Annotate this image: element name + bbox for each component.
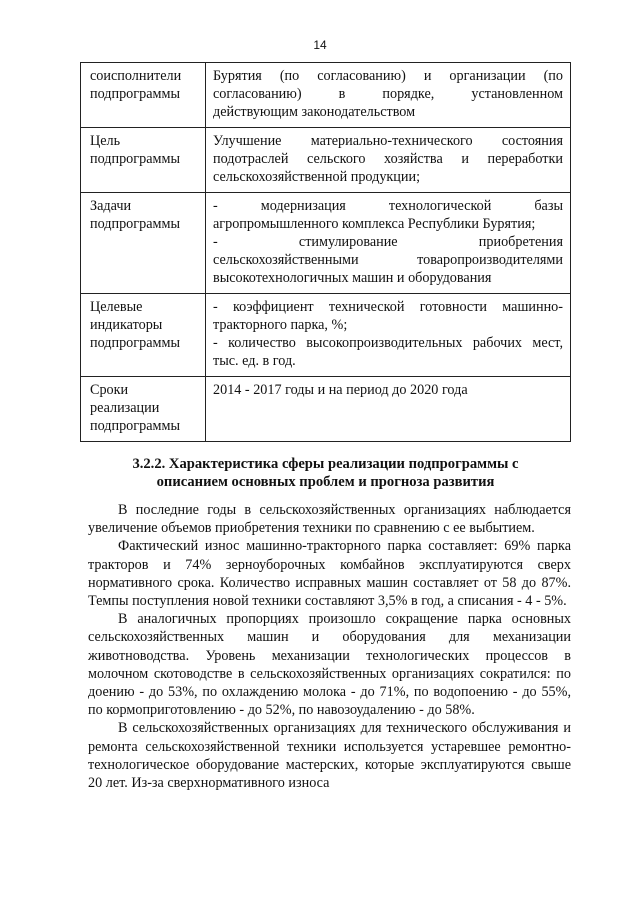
row-value-tasks: - модернизация технологической базы агропромышленного комплекса Республики Бурятия; - стимулирование приобретения сельскохозяйственными товаропроизводителями высокотехнологичных машин и оборудования	[206, 193, 571, 294]
row-label-indicators: Целевые индикаторы подпрограммы	[81, 294, 206, 377]
paragraph: В последние годы в сельскохозяйственных организациях наблюдается увеличение объемов приобретения техники по сравнению с ее выбытием.	[88, 502, 571, 537]
row-label-tasks: Задачи подпрограммы	[81, 193, 206, 294]
section-body	[88, 501, 571, 792]
row-label-coexecutors: соисполнители подпрограммы	[81, 63, 206, 128]
row-value-timeline: 2014 - 2017 годы и на период до 2020 года	[206, 377, 571, 442]
section-heading: 3.2.2. Характеристика сферы реализации подпрограммы с описанием основных проблем и прогноза развития	[132, 456, 519, 490]
row-value-goal: Улучшение материально-технического состояния подотраслей сельского хозяйства и переработки сельскохозяйственной продукции;	[206, 128, 571, 193]
row-value-indicators: - коэффициент технической готовности машинно- тракторного парка, %; - количество высокопроизводительных рабочих мест, тыс. ед. в год.	[206, 294, 571, 377]
table-row	[81, 377, 571, 442]
row-value-coexecutors: Бурятия (по согласованию) и организации (по согласованию) в порядке, установленном действующим законодательством	[206, 63, 571, 128]
table-row	[81, 63, 571, 128]
page-number: 14	[313, 38, 327, 52]
paragraph: В аналогичных пропорциях произошло сокращение парка основных сельскохозяйственных машин и оборудования для механизации животноводства. Уровень механизации технологических процессов в молочном скотоводстве в сельскохозяйственных организациях сократился: по доению - до 53%, по охлаждению молока - до 71%, по водопоению - до 55%, по кормоприготовлению - до 52%, по навозоудалению - до 58%.	[88, 611, 571, 719]
subprogram-passport-table	[80, 62, 571, 442]
table-row	[81, 193, 571, 294]
row-label-goal: Цель подпрограммы	[81, 128, 206, 193]
table-row	[81, 128, 571, 193]
table-row	[81, 294, 571, 377]
paragraph: Фактический износ машинно-тракторного парка составляет: 69% парка тракторов и 74% зерноуборочных комбайнов эксплуатируются сверх нормативного срока. Количество исправных машин составляет от 58 до 87%. Темпы поступления новой техники составляют 3,5% в год, а списания - 4 - 5%.	[88, 538, 571, 610]
row-label-timeline: Сроки реализации подпрограммы	[81, 377, 206, 442]
paragraph: В сельскохозяйственных организациях для технического обслуживания и ремонта сельскохозяйственной техники используется устаревшее ремонтно-технологическое оборудование мастерских, которые эксплуатируются свыше 20 лет. Из-за сверхнормативного износа	[88, 720, 571, 792]
